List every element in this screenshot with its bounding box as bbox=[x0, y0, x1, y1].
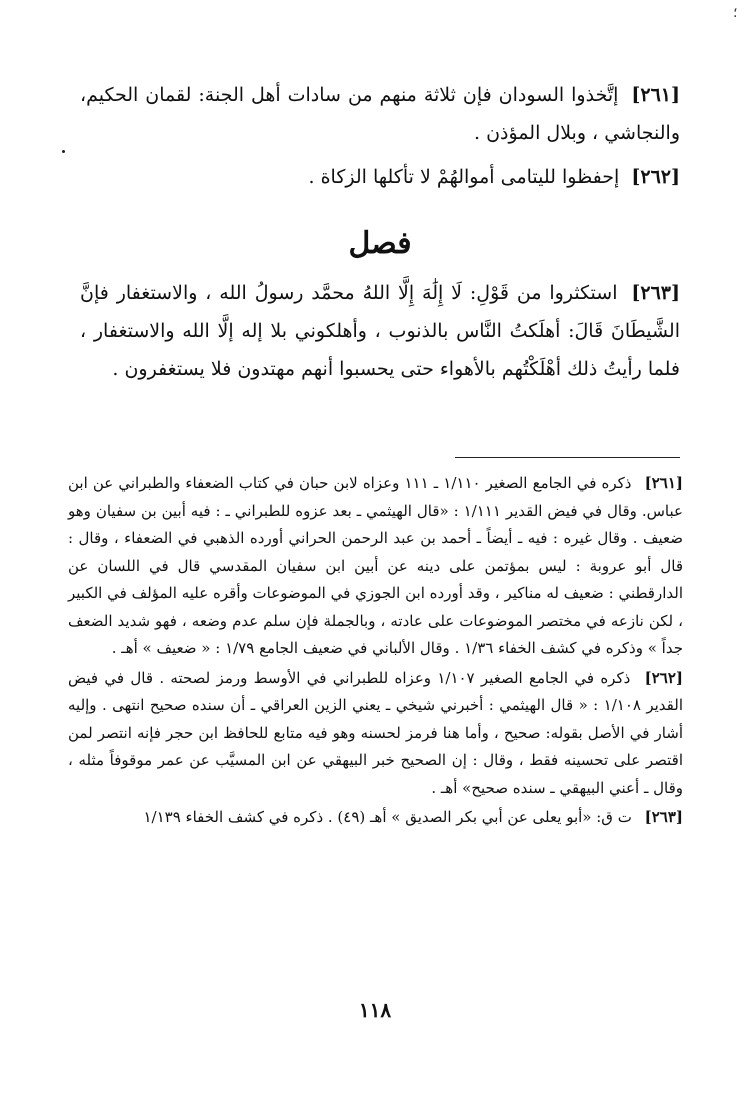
footnote-number: [٢٦٣] bbox=[644, 808, 683, 826]
hadith-text: إحفظوا لليتامى أموالهُمْ لا تأكلها الزكاة . bbox=[308, 166, 620, 188]
corner-mark: ؛ bbox=[733, 5, 738, 21]
footnote-text: ذكره في الجامع الصغير ١/١١٠ ـ ١١١ وعزاه لابن حبان في كتاب الضعفاء والطبراني عن ابن عباس. وقال في فيض القدير ١/١١١ : «قال الهيثمي ـ بعد عزوه للطبراني ـ : فيه أبين بن سفيان وهو ضعيف . وقال غيره : فيه ـ أيضاً ـ أحمد بن عبد الرحمن الحراني أورده الذهبي في الضعفاء ، وقال : قال أبو عروبة : ليس بمؤتمن على دينه عن أبين ابن سفيان المقدسي قال في اللسان عن الدارقطني : ضعيف له مناكير ، وقد أورده ابن الجوزي في الموضوعات وأقره عليه المؤلف في الكبير ، لكن نازعه في مختصر الموضوعات على عادته ، وبالجملة فإن سلم عدم وضعه ، فهو شديد الضعف جداً » وذكره في كشف الخفاء ١/٣٦ . وقال الألباني في ضعيف الجامع ١/٧٩ : « ضعيف » أهـ . bbox=[68, 474, 683, 657]
footnote-divider bbox=[455, 457, 680, 458]
main-text bbox=[80, 76, 680, 394]
hadith-263 bbox=[80, 274, 680, 388]
hadith-261 bbox=[80, 76, 680, 152]
hadith-text: استكثروا من قَوْلِ: لَا إِلَٰهَ إِلَّا اللهُ محمَّد رسولُ الله ، والاستغفار فإنَّ الشَّيطَانَ قَالَ: أهلَكتُ النَّاس بالذنوب ، وأهلكوني بلا إله إلَّا الله والاستغفار ، فلما رأيتُ ذلك أهْلَكْتُهم بالأهواء حتى يحسبوا أنهم مهتدون فلا يستغفرون . bbox=[80, 282, 680, 380]
footnote-text: ذكره في الجامع الصغير ١/١٠٧ وعزاه للطبراني في الأوسط ورمز لصحته . قال في فيض القدير ١/١٠٨ : « قال الهيثمي : أخبرني شيخي ـ يعني الزين العراقي ـ أن سنده صحيح انتهى . وإليه أشار في الأصل بقوله: صحيح ، وأما هنا فرمز لحسنه وهو فيه متابع للحافظ ابن حجر فإنه انتصر لمن اقتصر على تحسينه فقط ، وقال : إن الصحيح خبر البيهقي عن ابن المسيَّب عن عمر موقوفاً مثله ، وقال ـ أعني البيهقي ـ سنده صحيح» أهـ . bbox=[68, 668, 684, 797]
hadith-number: [٢٦٢] bbox=[631, 166, 680, 188]
footnotes bbox=[68, 470, 683, 834]
footnote-text: ت ق: «أبو يعلى عن أبي بكر الصديق » أهـ (٤٩) . ذكره في كشف الخفاء ١/١٣٩ bbox=[143, 808, 632, 826]
hadith-262 bbox=[80, 158, 680, 196]
footnote-261 bbox=[68, 470, 683, 663]
hadith-text: إتَّخذوا السودان فإن ثلاثة منهم من سادات أهل الجنة: لقمان الحكيم، والنجاشي ، وبلال المؤذن . bbox=[80, 84, 680, 144]
page-number: ١١٨ bbox=[358, 998, 392, 1022]
hadith-number: [٢٦١] bbox=[631, 84, 680, 106]
footnote-number: [٢٦١] bbox=[644, 474, 683, 492]
footnote-263 bbox=[68, 804, 683, 832]
ink-dot bbox=[62, 150, 65, 153]
footnote-number: [٢٦٢] bbox=[644, 668, 683, 687]
hadith-number: [٢٦٣] bbox=[631, 282, 680, 304]
footnote-262 bbox=[68, 665, 683, 803]
section-heading: فصل bbox=[348, 226, 412, 261]
